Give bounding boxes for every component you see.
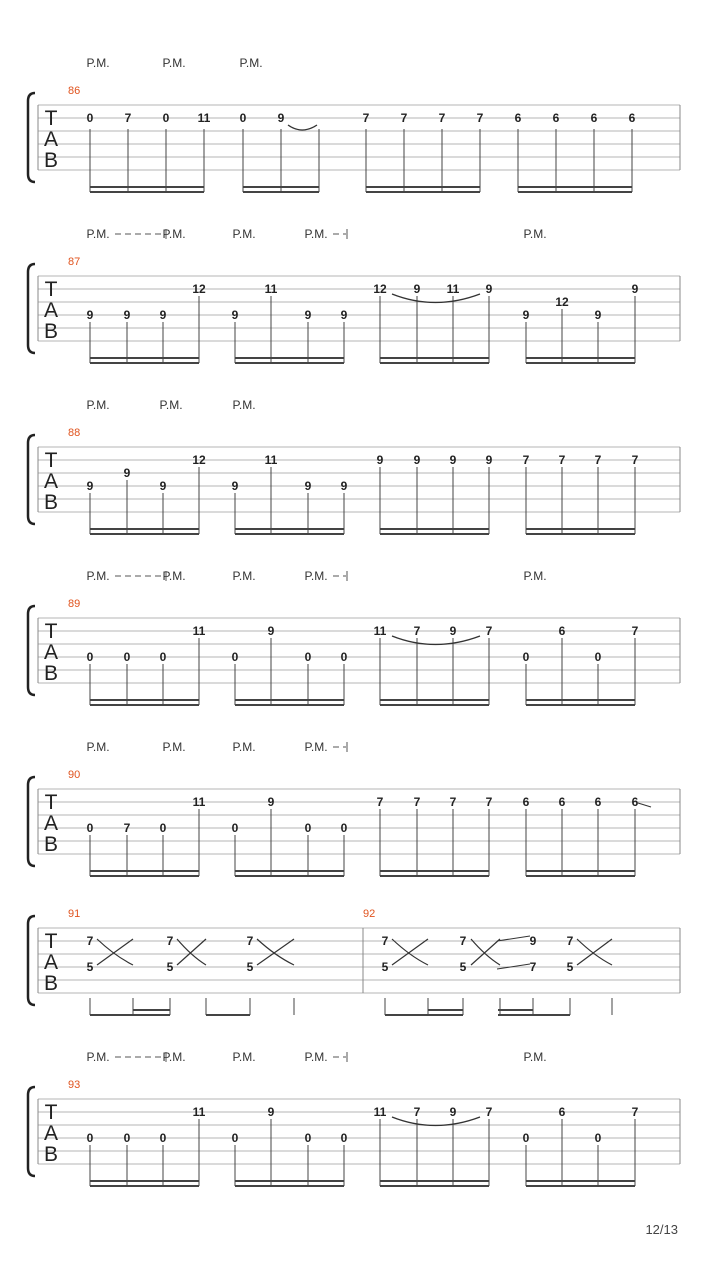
slide-out (638, 803, 651, 807)
tab-fret-number: 9 (267, 624, 275, 638)
slur (392, 1117, 480, 1126)
tab-clef-letter: B (43, 662, 59, 685)
tab-fret-number: 9 (522, 308, 530, 322)
tab-clef-letter: A (43, 951, 59, 974)
tab-fret-number: 7 (485, 1105, 493, 1119)
tab-fret-number: 9 (340, 308, 348, 322)
system-bracket (28, 777, 35, 866)
tab-fret-number: 11 (197, 111, 211, 125)
system-bracket (28, 606, 35, 695)
palm-mute-mark: P.M. (304, 569, 328, 583)
tab-fret-number: 9 (231, 479, 239, 493)
palm-mute-mark: P.M. (523, 569, 547, 583)
tab-fret-number: 7 (631, 1105, 639, 1119)
palm-mute-mark: P.M. (232, 569, 256, 583)
tab-fret-number: 11 (192, 624, 206, 638)
tab-fret-number: 0 (231, 1131, 239, 1145)
palm-mute-mark: P.M. (232, 398, 256, 412)
palm-mute-mark: P.M. (304, 740, 328, 754)
tab-fret-number: 9 (123, 466, 131, 480)
tab-fret-number: 7 (631, 453, 639, 467)
tab-fret-number: 9 (267, 795, 275, 809)
tab-clef-letter: A (43, 470, 59, 493)
tab-fret-number: 6 (558, 624, 566, 638)
tab-fret-number: 5 (166, 960, 174, 974)
palm-mute-mark: P.M. (162, 569, 186, 583)
tab-fret-number: 9 (231, 308, 239, 322)
tab-fret-number: 0 (522, 1131, 530, 1145)
tab-fret-number: 9 (304, 308, 312, 322)
tab-fret-number: 9 (86, 479, 94, 493)
tab-clef-letter: A (43, 299, 59, 322)
tab-fret-number: 7 (246, 934, 254, 948)
tab-fret-number: 5 (381, 960, 389, 974)
tab-fret-number: 7 (376, 795, 384, 809)
tab-clef-letter: T (44, 278, 58, 301)
system-bracket (28, 1087, 35, 1176)
tab-fret-number: 0 (340, 821, 348, 835)
tab-fret-number: 9 (123, 308, 131, 322)
tab-fret-number: 7 (631, 624, 639, 638)
tab-fret-number: 6 (514, 111, 522, 125)
tab-fret-number: 9 (529, 934, 537, 948)
tab-fret-number: 0 (304, 650, 312, 664)
tab-clef-letter: B (43, 149, 59, 172)
tab-fret-number: 7 (449, 795, 457, 809)
tab-fret-number: 12 (192, 453, 206, 467)
palm-mute-mark: P.M. (162, 227, 186, 241)
tab-fret-number: 7 (566, 934, 574, 948)
palm-mute-mark: P.M. (86, 56, 110, 70)
tab-fret-number: 0 (340, 650, 348, 664)
tab-fret-number: 0 (522, 650, 530, 664)
palm-mute-mark: P.M. (86, 1050, 110, 1064)
tab-fret-number: 7 (485, 624, 493, 638)
palm-mute-mark: P.M. (86, 740, 110, 754)
palm-mute-mark: P.M. (162, 1050, 186, 1064)
measure-number: 90 (68, 769, 81, 781)
measure-number: 86 (68, 85, 81, 97)
tab-fret-number: 0 (159, 821, 167, 835)
tab-fret-number: 7 (476, 111, 484, 125)
tab-fret-number: 12 (192, 282, 206, 296)
tab-fret-number: 5 (246, 960, 254, 974)
measure-number: 87 (68, 256, 81, 268)
tab-clef-letter: B (43, 1143, 59, 1166)
tab-fret-number: 9 (485, 453, 493, 467)
tab-clef-letter: A (43, 812, 59, 835)
system-bracket (28, 435, 35, 524)
tab-clef-letter: T (44, 930, 58, 953)
palm-mute-mark: P.M. (159, 398, 183, 412)
tab-fret-number: 7 (400, 111, 408, 125)
tab-fret-number: 6 (522, 795, 530, 809)
tab-fret-number: 9 (449, 624, 457, 638)
palm-mute-mark: P.M. (523, 227, 547, 241)
palm-mute-mark: P.M. (304, 1050, 328, 1064)
tab-fret-number: 0 (86, 821, 94, 835)
tab-fret-number: 7 (438, 111, 446, 125)
tab-fret-number: 9 (631, 282, 639, 296)
tab-fret-number: 9 (159, 308, 167, 322)
tab-clef-letter: T (44, 791, 58, 814)
system-bracket (28, 916, 35, 1005)
tab-fret-number: 0 (231, 650, 239, 664)
tab-fret-number: 7 (413, 1105, 421, 1119)
tab-clef-letter: T (44, 1101, 58, 1124)
tab-fret-number: 7 (485, 795, 493, 809)
tab-fret-number: 0 (159, 1131, 167, 1145)
tab-clef-letter: A (43, 641, 59, 664)
tab-fret-number: 7 (86, 934, 94, 948)
page-number: 12/13 (645, 1222, 678, 1237)
tab-fret-number: 0 (231, 821, 239, 835)
tab-fret-number: 6 (594, 795, 602, 809)
tab-fret-number: 7 (413, 624, 421, 638)
tab-fret-number: 9 (449, 1105, 457, 1119)
tab-fret-number: 0 (162, 111, 170, 125)
tab-clef-letter: T (44, 107, 58, 130)
measure-number: 88 (68, 427, 81, 439)
tab-fret-number: 5 (566, 960, 574, 974)
tab-fret-number: 7 (381, 934, 389, 948)
slur (288, 125, 317, 130)
tab-fret-number: 0 (86, 111, 94, 125)
palm-mute-mark: P.M. (86, 227, 110, 241)
tab-fret-number: 7 (124, 111, 132, 125)
tie-curve (392, 939, 428, 965)
tab-fret-number: 9 (376, 453, 384, 467)
tab-fret-number: 9 (413, 453, 421, 467)
tab-fret-number: 11 (264, 453, 278, 467)
tab-fret-number: 9 (340, 479, 348, 493)
palm-mute-mark: P.M. (162, 740, 186, 754)
tab-fret-number: 11 (446, 282, 460, 296)
slide-line (497, 936, 530, 941)
palm-mute-mark: P.M. (232, 740, 256, 754)
tab-fret-number: 0 (239, 111, 247, 125)
tab-fret-number: 5 (86, 960, 94, 974)
tab-clef-letter: B (43, 320, 59, 343)
palm-mute-mark: P.M. (232, 1050, 256, 1064)
tab-fret-number: 6 (628, 111, 636, 125)
tab-fret-number: 0 (123, 650, 131, 664)
tab-fret-number: 7 (459, 934, 467, 948)
tab-fret-number: 0 (594, 1131, 602, 1145)
system-bracket (28, 264, 35, 353)
tab-fret-number: 7 (362, 111, 370, 125)
tab-fret-number: 7 (123, 821, 131, 835)
tab-clef-letter: T (44, 620, 58, 643)
tab-clef-letter: B (43, 972, 59, 995)
tab-fret-number: 0 (86, 1131, 94, 1145)
tab-fret-number: 9 (449, 453, 457, 467)
tab-fret-number: 11 (192, 1105, 206, 1119)
palm-mute-mark: P.M. (162, 56, 186, 70)
tab-fret-number: 6 (631, 795, 639, 809)
tab-fret-number: 12 (373, 282, 387, 296)
tab-fret-number: 6 (552, 111, 560, 125)
tab-fret-number: 11 (373, 1105, 387, 1119)
tie-curve (177, 939, 206, 965)
tab-fret-number: 9 (594, 308, 602, 322)
tab-fret-number: 6 (558, 1105, 566, 1119)
tab-fret-number: 5 (459, 960, 467, 974)
tab-clef-letter: A (43, 1122, 59, 1145)
tab-fret-number: 0 (340, 1131, 348, 1145)
palm-mute-mark: P.M. (239, 56, 263, 70)
palm-mute-mark: P.M. (304, 227, 328, 241)
tab-fret-number: 9 (304, 479, 312, 493)
measure-number: 92 (363, 908, 376, 920)
tab-fret-number: 0 (304, 1131, 312, 1145)
tie-curve (257, 939, 294, 965)
tab-fret-number: 6 (590, 111, 598, 125)
tab-fret-number: 0 (86, 650, 94, 664)
tab-fret-number: 9 (277, 111, 285, 125)
palm-mute-mark: P.M. (523, 1050, 547, 1064)
measure-number: 93 (68, 1079, 81, 1091)
tab-fret-number: 7 (413, 795, 421, 809)
tab-fret-number: 7 (522, 453, 530, 467)
palm-mute-mark: P.M. (86, 398, 110, 412)
tab-fret-number: 0 (304, 821, 312, 835)
tab-fret-number: 0 (123, 1131, 131, 1145)
slur (392, 294, 480, 303)
tab-fret-number: 11 (264, 282, 278, 296)
system-bracket (28, 93, 35, 182)
tab-fret-number: 7 (529, 960, 537, 974)
tab-clef-letter: A (43, 128, 59, 151)
palm-mute-mark: P.M. (232, 227, 256, 241)
tab-fret-number: 12 (555, 295, 569, 309)
measure-number: 91 (68, 908, 81, 920)
tab-fret-number: 6 (558, 795, 566, 809)
tab-fret-number: 11 (373, 624, 387, 638)
tab-clef-letter: B (43, 491, 59, 514)
tie-curve (471, 939, 500, 965)
tab-clef-letter: B (43, 833, 59, 856)
tab-fret-number: 0 (594, 650, 602, 664)
tie-curve (97, 939, 133, 965)
tab-fret-number: 9 (413, 282, 421, 296)
tab-fret-number: 9 (485, 282, 493, 296)
tab-fret-number: 9 (267, 1105, 275, 1119)
tab-fret-number: 7 (594, 453, 602, 467)
measure-number: 89 (68, 598, 81, 610)
tab-fret-number: 11 (192, 795, 206, 809)
palm-mute-mark: P.M. (86, 569, 110, 583)
tab-fret-number: 7 (558, 453, 566, 467)
tie-curve (577, 939, 612, 965)
tab-fret-number: 9 (86, 308, 94, 322)
tab-fret-number: 0 (159, 650, 167, 664)
tab-fret-number: 9 (159, 479, 167, 493)
tab-fret-number: 7 (166, 934, 174, 948)
tab-clef-letter: T (44, 449, 58, 472)
slur (392, 636, 480, 645)
